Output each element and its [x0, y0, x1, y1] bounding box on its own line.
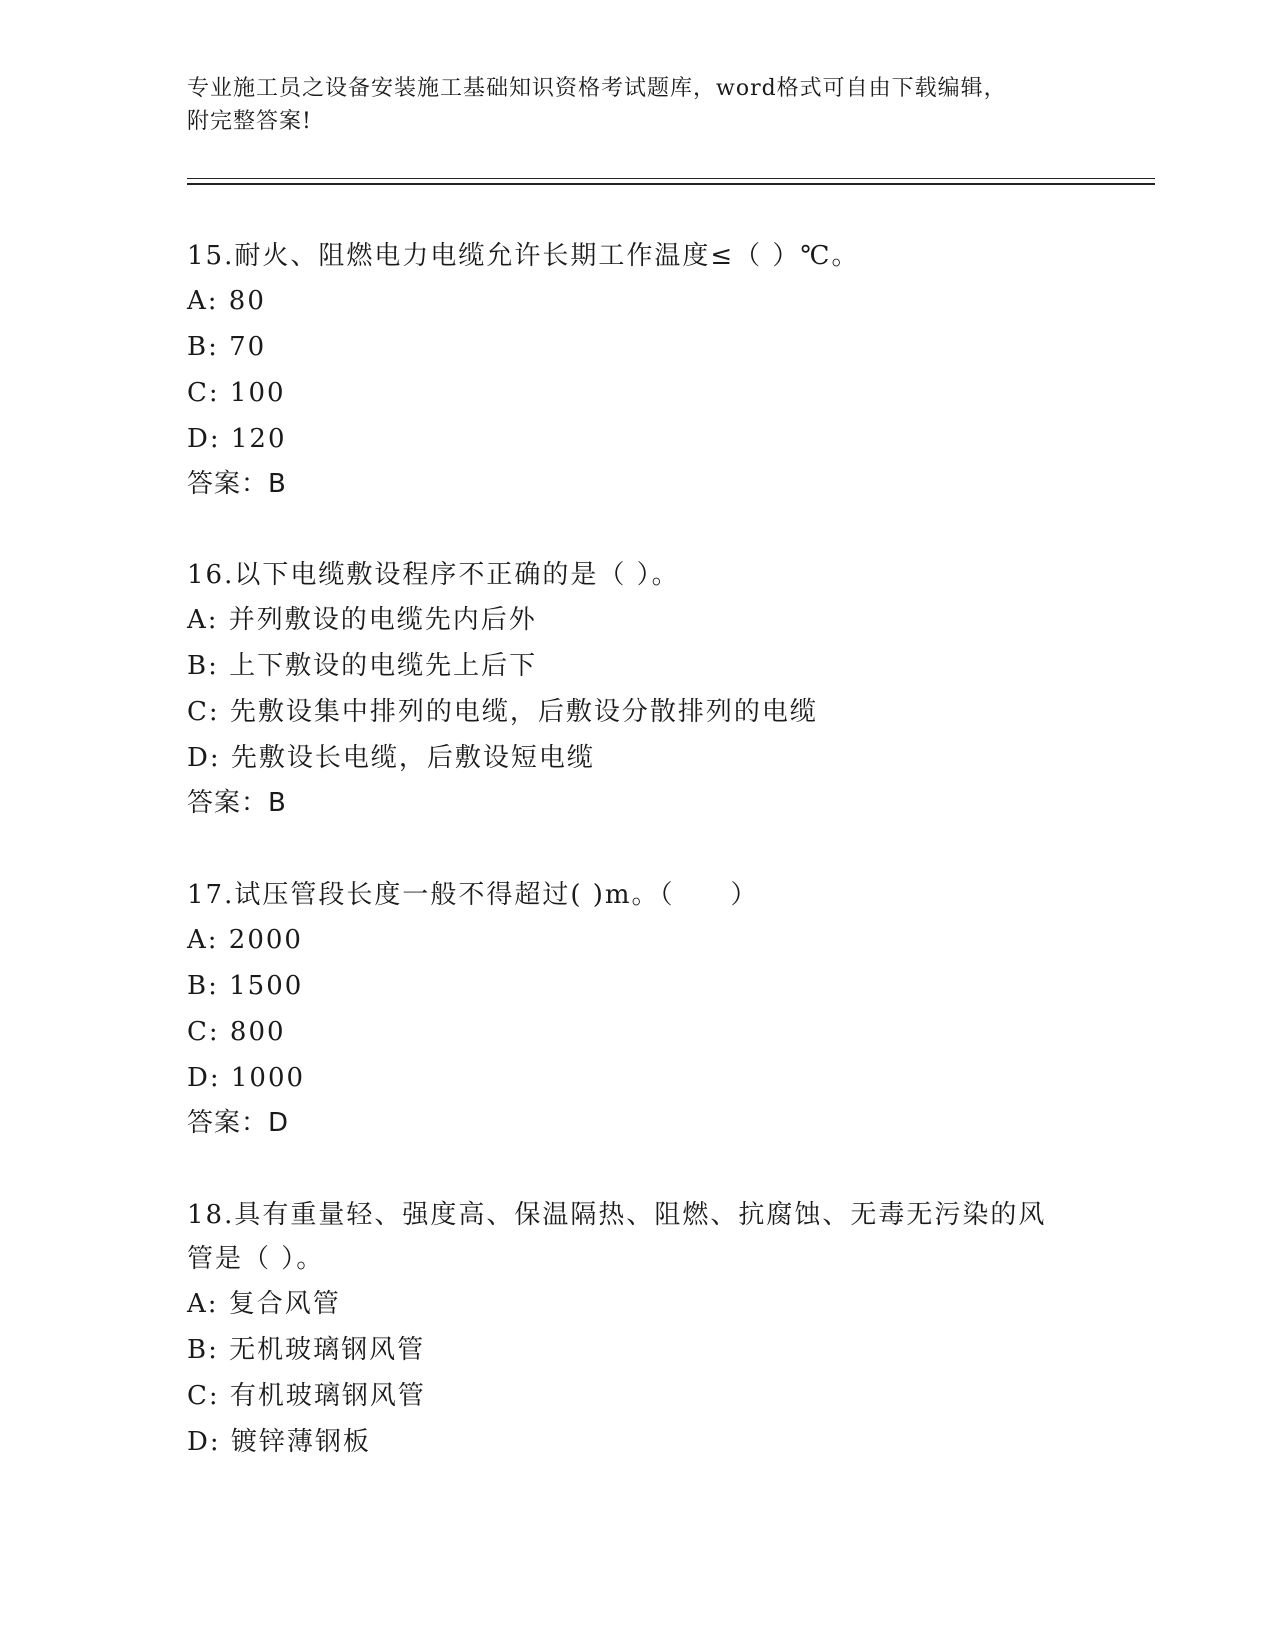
question-17: [187, 873, 1087, 1145]
question-16: [187, 553, 1087, 825]
answer: 答案：B: [187, 788, 287, 818]
option-b: B: 1500: [187, 971, 304, 1001]
option-d: D: 120: [187, 424, 287, 454]
header-divider-top: [187, 178, 1155, 179]
question-18: [187, 1193, 1087, 1465]
question-stem-line-1: 18.具有重量轻、强度高、保温隔热、阻燃、抗腐蚀、无毒无污染的风: [187, 1200, 1047, 1230]
option-d: D: 先敷设长电缆，后敷设短电缆: [187, 743, 595, 773]
option-a: A: 80: [187, 286, 266, 316]
question-stem: 16.以下电缆敷设程序不正确的是（ ）。: [187, 560, 680, 590]
option-c: C: 先敷设集中排列的电缆，后敷设分散排列的电缆: [187, 697, 818, 727]
question-stem: 15.耐火、阻燃电力电缆允许长期工作温度≤（ ）℃。: [187, 241, 860, 271]
option-a: A: 并列敷设的电缆先内后外: [187, 605, 537, 635]
option-d: D: 镀锌薄钢板: [187, 1427, 371, 1457]
option-b: B: 无机玻璃钢风管: [187, 1335, 426, 1365]
option-c: C: 有机玻璃钢风管: [187, 1381, 426, 1411]
option-c: C: 100: [187, 378, 286, 408]
answer: 答案：B: [187, 469, 287, 499]
option-c: C: 800: [187, 1017, 286, 1047]
document-header: [187, 72, 1087, 138]
option-b: B: 70: [187, 332, 267, 362]
question-stem: 17.试压管段长度一般不得超过( )m。（ ）: [187, 880, 759, 910]
header-line-1: 专业施工员之设备安装施工基础知识资格考试题库，word格式可自由下载编辑，: [187, 76, 1007, 101]
question-stem-line-2: 管是（ ）。: [187, 1244, 325, 1274]
question-15: [187, 234, 1087, 506]
option-a: A: 复合风管: [187, 1289, 341, 1319]
option-d: D: 1000: [187, 1063, 306, 1093]
option-a: A: 2000: [187, 925, 303, 955]
header-line-2: 附完整答案!: [187, 109, 312, 134]
option-b: B: 上下敷设的电缆先上后下: [187, 651, 538, 681]
header-divider-bottom: [187, 183, 1155, 185]
answer: 答案：D: [187, 1108, 290, 1138]
